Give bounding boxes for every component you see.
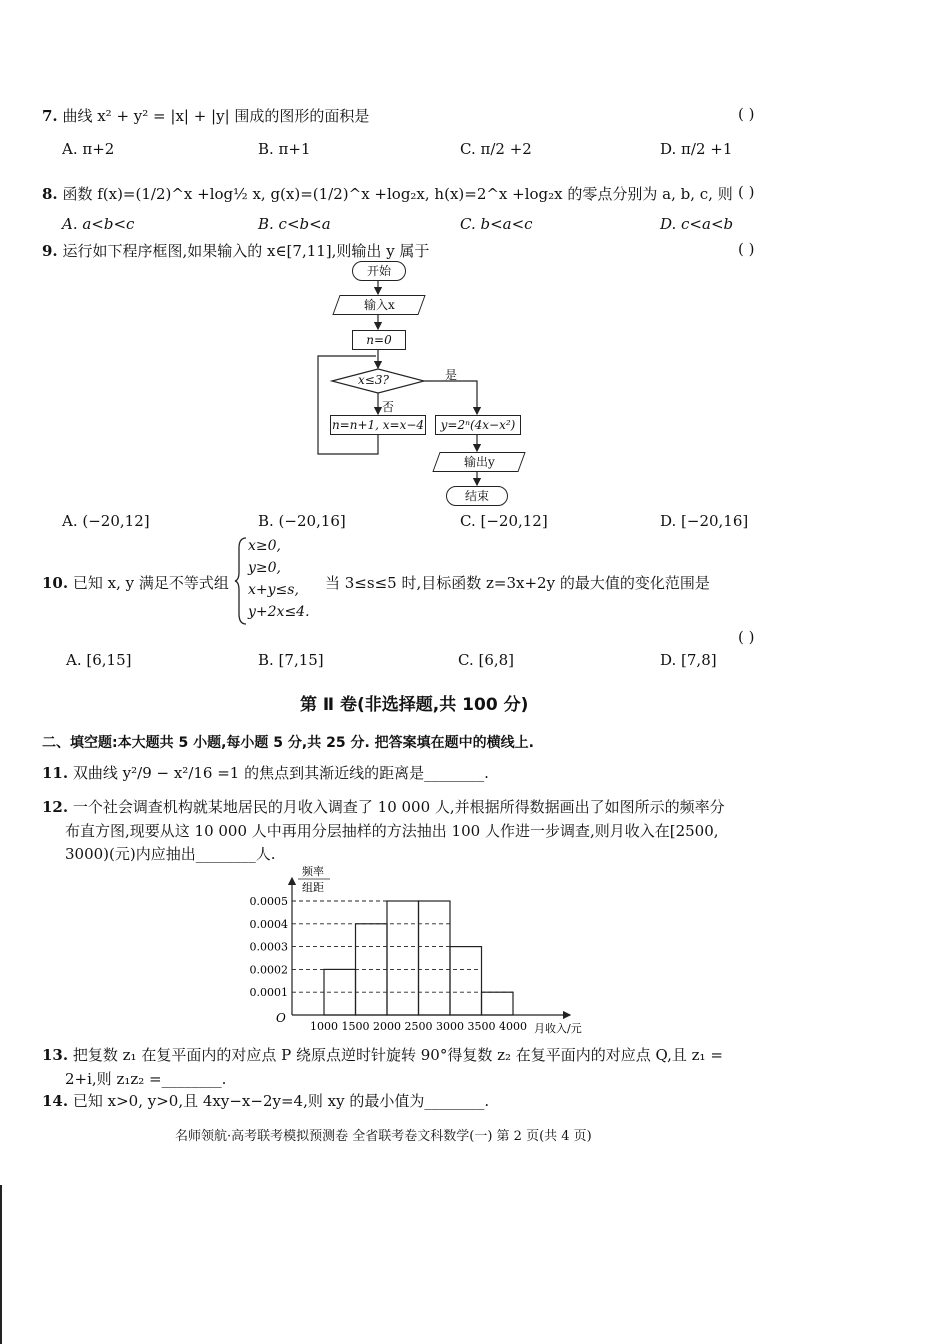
- q12-number: 12.: [42, 798, 69, 816]
- q8-number: 8.: [42, 185, 58, 203]
- q9-option-a: A. (−20,12]: [62, 512, 150, 530]
- histogram-y-tick-label: 0.0005: [249, 895, 288, 908]
- q10-system-line-3: x+y≤s,: [248, 582, 299, 598]
- q7-stem: [42, 105, 369, 126]
- q7-option-b: B. π+1: [258, 140, 311, 158]
- q13-text-line1: 把复数 z₁ 在复平面内的对应点 P 绕原点逆时针旋转 90°得复数 z₂ 在复平面内的对应点 Q,且 z₁ =: [72, 1046, 723, 1064]
- histogram-x-tick-label: 3000: [436, 1020, 464, 1033]
- q10-option-a: A. [6,15]: [66, 651, 132, 669]
- histogram-y-tick-label: 0.0001: [249, 986, 288, 1000]
- flow-input: [332, 295, 425, 315]
- q12-text-line3: 3000)(元)内应抽出________人.: [65, 845, 276, 863]
- flowchart: [300, 258, 540, 510]
- q8-option-a: A. a<b<c: [62, 215, 135, 233]
- q7-option-c: C. π/2 +2: [460, 140, 532, 158]
- histogram-ylabel-bottom: 组距: [302, 881, 324, 894]
- q7-text: 曲线 x² + y² = |x| + |y| 围成的图形的面积是: [62, 107, 370, 125]
- q11-number: 11.: [42, 764, 69, 782]
- q8-bracket: ( ): [738, 183, 755, 201]
- q8-option-c: C. b<a<c: [460, 215, 533, 233]
- histogram-x-tick-label: 4000: [499, 1020, 527, 1033]
- flow-cond: x≤3?: [358, 373, 389, 387]
- q7-option-a: A. π+2: [62, 140, 115, 158]
- q7-bracket: ( ): [738, 105, 755, 123]
- q12-text-line1: 一个社会调查机构就某地居民的月收入调查了 10 000 人,并根据所得数据画出了如图所示的频率分: [72, 798, 725, 816]
- q10-bracket: ( ): [738, 628, 755, 646]
- histogram-x-tick-label: 3500: [467, 1020, 496, 1033]
- q8-text: 函数 f(x)=(1/2)^x +log½ x, g(x)=(1/2)^x +log₂x, h(x)=2^x +log₂x 的零点分别为 a, b, c, 则: [62, 185, 733, 203]
- q10-number: 10.: [42, 574, 69, 592]
- histogram-ylabel-top: 频率: [302, 865, 324, 878]
- q10-text-before: 已知 x, y 满足不等式组: [72, 574, 229, 592]
- frequency-histogram: [240, 862, 620, 1042]
- q10-system-line-4: y+2x≤4.: [248, 604, 310, 620]
- histogram-x-tick-label: 1500: [341, 1020, 370, 1033]
- histogram-bar: [387, 901, 419, 1015]
- flow-output: [432, 452, 525, 472]
- flow-end: 结束: [446, 486, 508, 506]
- q10-system-line-1: x≥0,: [248, 538, 281, 554]
- histogram-y-tick-label: 0.0003: [249, 940, 288, 954]
- histogram-x-tick-label: 1000: [310, 1020, 338, 1033]
- part2-header: 二、填空题:本大题共 5 小题,每小题 5 分,共 25 分. 把答案填在题中的横线上.: [42, 735, 534, 751]
- q10-stem-start: [42, 572, 229, 593]
- flow-input-text: 输入x: [363, 298, 395, 312]
- page-footer: 名师领航·高考联考模拟预测卷 全省联考卷文科数学(一) 第 2 页(共 4 页): [175, 1129, 592, 1144]
- flow-assign: y=2ⁿ(4x−x²): [435, 415, 521, 435]
- q10-text-after: 当 3≤s≤5 时,目标函数 z=3x+2y 的最大值的变化范围是: [325, 574, 710, 592]
- q8-option-d: D. c<a<b: [660, 215, 734, 233]
- section2-title: 第 Ⅱ 卷(非选择题,共 100 分): [300, 695, 529, 715]
- q9-bracket: ( ): [738, 240, 755, 258]
- q10-option-c: C. [6,8]: [458, 651, 515, 669]
- scan-edge-mark: [0, 1185, 2, 1344]
- flow-yes-label: 是: [445, 368, 458, 382]
- q9-option-d: D. [−20,16]: [660, 512, 749, 530]
- q11-stem: [42, 762, 489, 783]
- q9-option-b: B. (−20,16]: [258, 512, 346, 530]
- histogram-y-tick-label: 0.0002: [249, 963, 288, 977]
- histogram-bar: [450, 947, 482, 1015]
- flow-start: 开始: [352, 261, 406, 281]
- q14-text: 已知 x>0, y>0,且 4xy−x−2y=4,则 xy 的最小值为________.: [72, 1092, 490, 1110]
- histogram-x-tick-label: 2000: [373, 1020, 401, 1033]
- flow-no-label: 否: [382, 400, 395, 414]
- q12-stem-line1: [42, 796, 725, 817]
- q10-option-b: B. [7,15]: [258, 651, 324, 669]
- q14-stem: [42, 1090, 489, 1111]
- flow-init: n=0: [352, 330, 406, 350]
- q13-number: 13.: [42, 1046, 69, 1064]
- q13-stem-line1: [42, 1044, 723, 1065]
- histogram-bar: [482, 992, 514, 1015]
- q7-option-d: D. π/2 +1: [660, 140, 733, 158]
- q10-system-line-2: y≥0,: [248, 560, 281, 576]
- q14-number: 14.: [42, 1092, 69, 1110]
- q9-number: 9.: [42, 242, 58, 260]
- flow-output-text: 输出y: [463, 455, 495, 469]
- q10-option-d: D. [7,8]: [660, 651, 717, 669]
- histogram-bar: [419, 901, 451, 1015]
- histogram-xlabel: 月收入/元: [534, 1022, 582, 1035]
- flow-update: n=n+1, x=x−4: [330, 415, 426, 435]
- q9-text: 运行如下程序框图,如果输入的 x∈[7,11],则输出 y 属于: [62, 242, 430, 260]
- q10-system-brace: [234, 536, 248, 626]
- q11-text: 双曲线 y²/9 − x²/16 =1 的焦点到其渐近线的距离是________.: [72, 764, 489, 782]
- histogram-x-tick-label: 2500: [404, 1020, 433, 1033]
- q7-number: 7.: [42, 107, 58, 125]
- q12-text-line2: 布直方图,现要从这 10 000 人中再用分层抽样的方法抽出 100 人作进一步调查,则月收入在[2500,: [65, 822, 719, 840]
- q8-stem: [42, 183, 733, 204]
- q13-text-line2: 2+i,则 z₁z₂ =________.: [65, 1070, 227, 1088]
- q9-option-c: C. [−20,12]: [460, 512, 548, 530]
- histogram-y-tick-label: 0.0004: [249, 917, 288, 931]
- q8-option-b: B. c<b<a: [258, 215, 331, 233]
- histogram-origin: O: [276, 1011, 286, 1025]
